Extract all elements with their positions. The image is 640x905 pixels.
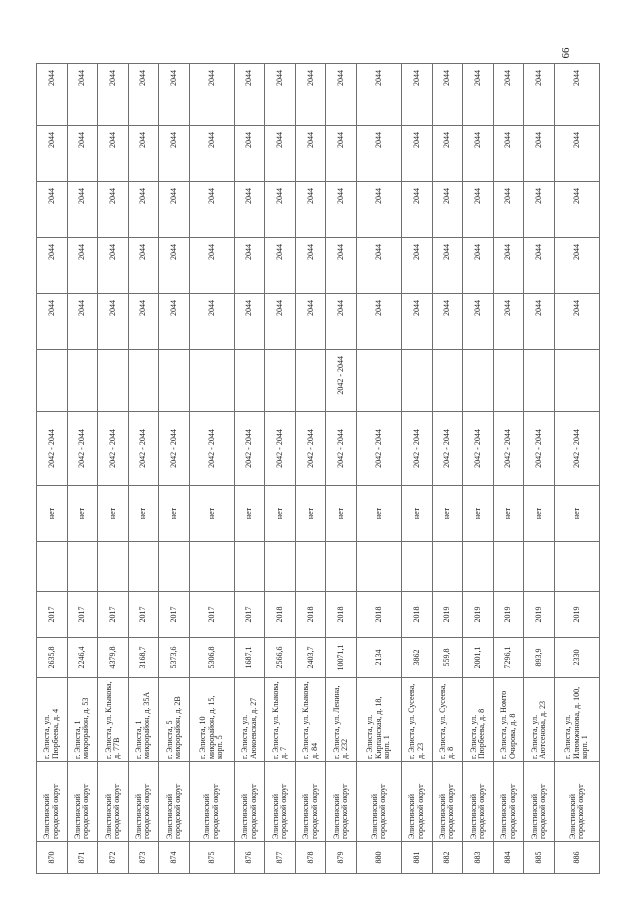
row-number-cell: 870 <box>37 842 68 874</box>
year-2-cell: 2044 <box>159 238 190 294</box>
year-4-cell: 2044 <box>189 126 234 182</box>
empty-cell <box>493 542 524 592</box>
year-1-cell: 2044 <box>98 294 129 350</box>
period-cell: 2042 - 2044 <box>432 412 463 486</box>
area-cell: 4379,8 <box>98 638 129 678</box>
year-3-cell: 2044 <box>128 182 159 238</box>
year-2-cell: 2044 <box>326 238 357 294</box>
empty-cell <box>234 542 265 592</box>
area-cell: 3862 <box>402 638 433 678</box>
year-cell: 2019 <box>432 592 463 638</box>
year-3-cell: 2044 <box>524 182 555 238</box>
gas-cell: нет <box>98 486 129 542</box>
table-row <box>402 64 433 874</box>
year-2-cell: 2044 <box>524 238 555 294</box>
year-cell: 2019 <box>493 592 524 638</box>
district-cell: Элистинский городской округ <box>234 762 265 842</box>
year-cell: 2018 <box>326 592 357 638</box>
table-row <box>326 64 357 874</box>
period-cell: 2042 - 2044 <box>524 412 555 486</box>
address-cell: г. Элиста, ул. Сусеева, д. 8 <box>432 678 463 762</box>
row-number-cell: 882 <box>432 842 463 874</box>
year-1-cell: 2044 <box>554 294 599 350</box>
gas-cell: нет <box>67 486 98 542</box>
table-row <box>159 64 190 874</box>
period-2-cell <box>128 350 159 412</box>
year-cell: 2018 <box>265 592 296 638</box>
period-cell: 2042 - 2044 <box>234 412 265 486</box>
year-2-cell: 2044 <box>402 238 433 294</box>
year-3-cell: 2044 <box>295 182 326 238</box>
year-2-cell: 2044 <box>432 238 463 294</box>
year-3-cell: 2044 <box>493 182 524 238</box>
row-number-cell: 872 <box>98 842 129 874</box>
year-1-cell: 2044 <box>37 294 68 350</box>
period-cell: 2042 - 2044 <box>159 412 190 486</box>
row-number-cell: 875 <box>189 842 234 874</box>
year-5-cell: 2044 <box>67 64 98 126</box>
table-row <box>463 64 494 874</box>
year-4-cell: 2044 <box>463 126 494 182</box>
year-4-cell: 2044 <box>554 126 599 182</box>
table-row <box>295 64 326 874</box>
row-number-cell: 874 <box>159 842 190 874</box>
table-body <box>37 64 600 874</box>
year-5-cell: 2044 <box>37 64 68 126</box>
district-cell: Элистинский городской округ <box>463 762 494 842</box>
year-4-cell: 2044 <box>234 126 265 182</box>
area-cell: 2001,1 <box>463 638 494 678</box>
table-row <box>265 64 296 874</box>
gas-cell: нет <box>128 486 159 542</box>
year-3-cell: 2044 <box>98 182 129 238</box>
year-2-cell: 2044 <box>295 238 326 294</box>
year-2-cell: 2044 <box>234 238 265 294</box>
year-2-cell: 2044 <box>265 238 296 294</box>
year-3-cell: 2044 <box>159 182 190 238</box>
table-row <box>234 64 265 874</box>
area-cell: 2403,7 <box>295 638 326 678</box>
address-cell: г. Элиста, ул. Кирпанская, д. 18, корп. 1 <box>357 678 402 762</box>
gas-cell: нет <box>326 486 357 542</box>
district-cell: Элистинский городской округ <box>524 762 555 842</box>
period-2-cell <box>37 350 68 412</box>
empty-cell <box>326 542 357 592</box>
gas-cell: нет <box>265 486 296 542</box>
year-1-cell: 2044 <box>432 294 463 350</box>
gas-cell: нет <box>159 486 190 542</box>
district-cell: Элистинский городской округ <box>37 762 68 842</box>
period-2-cell <box>234 350 265 412</box>
year-2-cell: 2044 <box>357 238 402 294</box>
area-cell: 1687,1 <box>234 638 265 678</box>
year-3-cell: 2044 <box>402 182 433 238</box>
table-row <box>493 64 524 874</box>
district-cell: Элистинский городской округ <box>326 762 357 842</box>
area-cell: 2330 <box>554 638 599 678</box>
year-5-cell: 2044 <box>189 64 234 126</box>
year-cell: 2018 <box>295 592 326 638</box>
area-cell: 559,8 <box>432 638 463 678</box>
row-number-cell: 884 <box>493 842 524 874</box>
year-2-cell: 2044 <box>37 238 68 294</box>
year-cell: 2019 <box>463 592 494 638</box>
period-2-cell <box>265 350 296 412</box>
district-cell: Элистинский городской округ <box>493 762 524 842</box>
period-2-cell <box>554 350 599 412</box>
empty-cell <box>128 542 159 592</box>
period-cell: 2042 - 2044 <box>189 412 234 486</box>
gas-cell: нет <box>234 486 265 542</box>
period-2-cell <box>357 350 402 412</box>
empty-cell <box>402 542 433 592</box>
year-cell: 2017 <box>98 592 129 638</box>
empty-cell <box>524 542 555 592</box>
area-cell: 893,9 <box>524 638 555 678</box>
table-row <box>357 64 402 874</box>
year-3-cell: 2044 <box>37 182 68 238</box>
period-cell: 2042 - 2044 <box>37 412 68 486</box>
period-2-cell <box>493 350 524 412</box>
table-row <box>432 64 463 874</box>
period-2-cell <box>189 350 234 412</box>
area-cell: 7296,1 <box>493 638 524 678</box>
empty-cell <box>295 542 326 592</box>
empty-cell <box>37 542 68 592</box>
year-2-cell: 2044 <box>463 238 494 294</box>
period-2-cell <box>98 350 129 412</box>
year-2-cell: 2044 <box>554 238 599 294</box>
year-cell: 2017 <box>159 592 190 638</box>
address-cell: г. Элиста, 5 микрорайон, д. 2В <box>159 678 190 762</box>
year-5-cell: 2044 <box>295 64 326 126</box>
year-2-cell: 2044 <box>128 238 159 294</box>
area-cell: 2566,6 <box>265 638 296 678</box>
year-3-cell: 2044 <box>67 182 98 238</box>
row-number-cell: 880 <box>357 842 402 874</box>
year-3-cell: 2044 <box>357 182 402 238</box>
area-cell: 2635,8 <box>37 638 68 678</box>
year-4-cell: 2044 <box>402 126 433 182</box>
year-5-cell: 2044 <box>98 64 129 126</box>
row-number-cell: 873 <box>128 842 159 874</box>
year-5-cell: 2044 <box>128 64 159 126</box>
gas-cell: нет <box>554 486 599 542</box>
address-cell: г. Элиста, ул. Ленина, д. 232 <box>326 678 357 762</box>
district-cell: Элистинский городской округ <box>159 762 190 842</box>
year-1-cell: 2044 <box>326 294 357 350</box>
year-4-cell: 2044 <box>357 126 402 182</box>
year-1-cell: 2044 <box>128 294 159 350</box>
period-cell: 2042 - 2044 <box>357 412 402 486</box>
period-2-cell <box>463 350 494 412</box>
year-5-cell: 2044 <box>554 64 599 126</box>
empty-cell <box>432 542 463 592</box>
year-5-cell: 2044 <box>463 64 494 126</box>
gas-cell: нет <box>432 486 463 542</box>
period-2-cell <box>402 350 433 412</box>
district-cell: Элистинский городской округ <box>265 762 296 842</box>
year-4-cell: 2044 <box>128 126 159 182</box>
year-5-cell: 2044 <box>234 64 265 126</box>
year-1-cell: 2044 <box>402 294 433 350</box>
year-cell: 2018 <box>357 592 402 638</box>
period-2-cell <box>524 350 555 412</box>
year-cell: 2017 <box>128 592 159 638</box>
row-number-cell: 881 <box>402 842 433 874</box>
year-1-cell: 2044 <box>265 294 296 350</box>
housing-schedule-table <box>36 63 600 874</box>
year-5-cell: 2044 <box>402 64 433 126</box>
gas-cell: нет <box>524 486 555 542</box>
year-cell: 2018 <box>402 592 433 638</box>
address-cell: г. Элиста, ул. Илюмжинова, д. 100, корп. 1 <box>554 678 599 762</box>
year-5-cell: 2044 <box>326 64 357 126</box>
empty-cell <box>189 542 234 592</box>
year-4-cell: 2044 <box>432 126 463 182</box>
address-cell: г. Элиста, ул. Номто Очирова, д. 8 <box>493 678 524 762</box>
year-cell: 2017 <box>234 592 265 638</box>
empty-cell <box>98 542 129 592</box>
year-4-cell: 2044 <box>98 126 129 182</box>
empty-cell <box>67 542 98 592</box>
year-cell: 2017 <box>189 592 234 638</box>
year-1-cell: 2044 <box>67 294 98 350</box>
year-4-cell: 2044 <box>326 126 357 182</box>
gas-cell: нет <box>402 486 433 542</box>
address-cell: г. Элиста, 10 микрорайон, д. 15, корп. 5 <box>189 678 234 762</box>
year-1-cell: 2044 <box>463 294 494 350</box>
year-4-cell: 2044 <box>159 126 190 182</box>
table-row <box>554 64 599 874</box>
table-row <box>128 64 159 874</box>
district-cell: Элистинский городской округ <box>554 762 599 842</box>
district-cell: Элистинский городской округ <box>295 762 326 842</box>
year-3-cell: 2044 <box>265 182 296 238</box>
address-cell: г. Элиста, ул. Сусеева, д. 23 <box>402 678 433 762</box>
period-cell: 2042 - 2044 <box>128 412 159 486</box>
period-2-cell <box>67 350 98 412</box>
area-cell: 3168,7 <box>128 638 159 678</box>
address-cell: г. Элиста, ул. Аютсенова, д. 23 <box>524 678 555 762</box>
period-cell: 2042 - 2044 <box>463 412 494 486</box>
table-row <box>67 64 98 874</box>
period-2-cell <box>432 350 463 412</box>
year-5-cell: 2044 <box>265 64 296 126</box>
period-cell: 2042 - 2044 <box>493 412 524 486</box>
address-cell: г. Элиста, ул. Пюрбеева, д. 8 <box>463 678 494 762</box>
district-cell: Элистинский городской округ <box>98 762 129 842</box>
year-5-cell: 2044 <box>432 64 463 126</box>
year-3-cell: 2044 <box>554 182 599 238</box>
address-cell: г. Элиста, ул. Клыкова, д. 7 <box>265 678 296 762</box>
district-cell: Элистинский городской округ <box>67 762 98 842</box>
year-cell: 2019 <box>554 592 599 638</box>
year-4-cell: 2044 <box>67 126 98 182</box>
area-cell: 5373,6 <box>159 638 190 678</box>
year-1-cell: 2044 <box>493 294 524 350</box>
year-2-cell: 2044 <box>493 238 524 294</box>
year-4-cell: 2044 <box>37 126 68 182</box>
period-cell: 2042 - 2044 <box>554 412 599 486</box>
area-cell: 2246,4 <box>67 638 98 678</box>
row-number-cell: 885 <box>524 842 555 874</box>
district-cell: Элистинский городской округ <box>402 762 433 842</box>
period-2-cell <box>159 350 190 412</box>
address-cell: г. Элиста, 1 микрорайон, д. 53 <box>67 678 98 762</box>
row-number-cell: 876 <box>234 842 265 874</box>
year-4-cell: 2044 <box>265 126 296 182</box>
year-5-cell: 2044 <box>493 64 524 126</box>
period-cell: 2042 - 2044 <box>326 412 357 486</box>
year-cell: 2017 <box>37 592 68 638</box>
period-2-cell <box>295 350 326 412</box>
year-1-cell: 2044 <box>189 294 234 350</box>
district-cell: Элистинский городской округ <box>128 762 159 842</box>
district-cell: Элистинский городской округ <box>189 762 234 842</box>
empty-cell <box>554 542 599 592</box>
row-number-cell: 878 <box>295 842 326 874</box>
address-cell: г. Элиста, ул. Клыкова, д. 77В <box>98 678 129 762</box>
gas-cell: нет <box>37 486 68 542</box>
period-cell: 2042 - 2044 <box>98 412 129 486</box>
page-number: 66 <box>560 47 572 59</box>
year-1-cell: 2044 <box>234 294 265 350</box>
year-2-cell: 2044 <box>189 238 234 294</box>
empty-cell <box>357 542 402 592</box>
gas-cell: нет <box>357 486 402 542</box>
period-cell: 2042 - 2044 <box>67 412 98 486</box>
row-number-cell: 883 <box>463 842 494 874</box>
year-1-cell: 2044 <box>159 294 190 350</box>
year-cell: 2017 <box>67 592 98 638</box>
year-5-cell: 2044 <box>357 64 402 126</box>
year-3-cell: 2044 <box>463 182 494 238</box>
address-cell: г. Элиста, ул. Пюрбеева, д. 4 <box>37 678 68 762</box>
year-5-cell: 2044 <box>159 64 190 126</box>
area-cell: 2134 <box>357 638 402 678</box>
address-cell: г. Элиста, ул. Клыкова, д. 84 <box>295 678 326 762</box>
year-3-cell: 2044 <box>326 182 357 238</box>
table-row <box>524 64 555 874</box>
area-cell: 10071,1 <box>326 638 357 678</box>
year-1-cell: 2044 <box>295 294 326 350</box>
address-cell: г. Элиста, 1 микрорайон, д. 35А <box>128 678 159 762</box>
gas-cell: нет <box>189 486 234 542</box>
row-number-cell: 886 <box>554 842 599 874</box>
row-number-cell: 877 <box>265 842 296 874</box>
table-row <box>98 64 129 874</box>
period-cell: 2042 - 2044 <box>265 412 296 486</box>
gas-cell: нет <box>463 486 494 542</box>
year-4-cell: 2044 <box>524 126 555 182</box>
empty-cell <box>159 542 190 592</box>
period-cell: 2042 - 2044 <box>402 412 433 486</box>
gas-cell: нет <box>295 486 326 542</box>
row-number-cell: 879 <box>326 842 357 874</box>
year-1-cell: 2044 <box>524 294 555 350</box>
year-3-cell: 2044 <box>189 182 234 238</box>
gas-cell: нет <box>493 486 524 542</box>
year-2-cell: 2044 <box>67 238 98 294</box>
address-cell: г. Элиста, ул. Аюкоевская, д. 27 <box>234 678 265 762</box>
table-row <box>189 64 234 874</box>
year-2-cell: 2044 <box>98 238 129 294</box>
rotated-table-wrapper <box>36 64 600 874</box>
period-cell: 2042 - 2044 <box>295 412 326 486</box>
district-cell: Элистинский городской округ <box>357 762 402 842</box>
table-row <box>37 64 68 874</box>
year-4-cell: 2044 <box>493 126 524 182</box>
district-cell: Элистинский городской округ <box>432 762 463 842</box>
period-2-cell: 2042 - 2044 <box>326 350 357 412</box>
year-5-cell: 2044 <box>524 64 555 126</box>
year-3-cell: 2044 <box>234 182 265 238</box>
row-number-cell: 871 <box>67 842 98 874</box>
year-3-cell: 2044 <box>432 182 463 238</box>
year-1-cell: 2044 <box>357 294 402 350</box>
year-4-cell: 2044 <box>295 126 326 182</box>
year-cell: 2019 <box>524 592 555 638</box>
empty-cell <box>265 542 296 592</box>
area-cell: 5306,8 <box>189 638 234 678</box>
empty-cell <box>463 542 494 592</box>
